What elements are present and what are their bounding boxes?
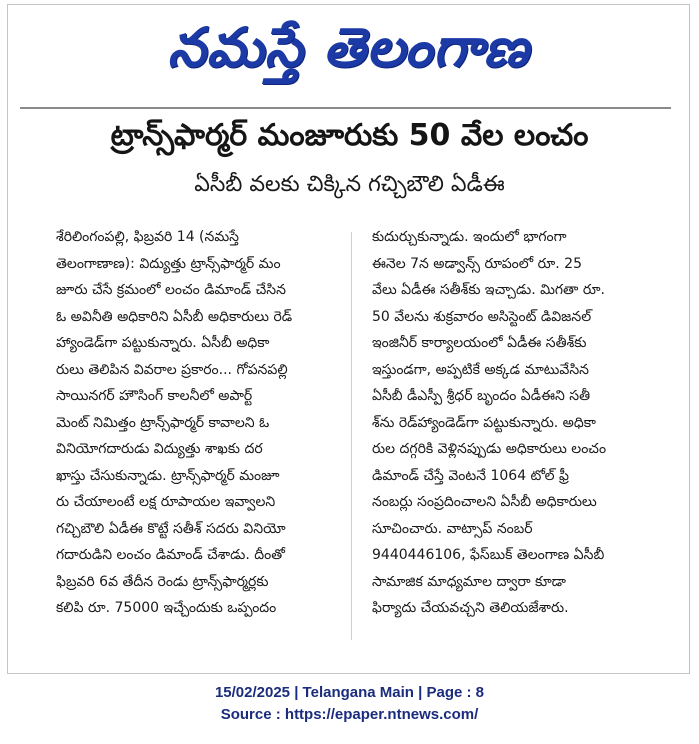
- text-line: శ్‌ను రెడ్‌హ్యాండెడ్‌గా పట్టుకున్నారు. అధికా: [372, 414, 596, 431]
- text-line: గచ్చిబౌలి ఏడీఈ కొట్టే సతీశ్ సదరు వినియో: [56, 520, 286, 537]
- article-column-2: [372, 224, 662, 654]
- text-line: ఏసీబీ డీఎస్పీ శ్రీధర్ బృందం ఏడీఈని సతీ: [372, 388, 591, 404]
- text-line: ఇస్తుండగా, అప్పటికే అక్కడ మాటువేసిన: [372, 361, 590, 378]
- text-line: ఖాస్తు చేసుకున్నాడు. ట్రాన్స్‌ఫార్మర్ మంజూ: [56, 467, 280, 484]
- masthead: [8, 5, 689, 103]
- text-line: జూరు చేసే క్రమంలో లంచం డిమాండ్ చేసిన: [56, 282, 286, 298]
- source-link[interactable]: Source : https://epaper.ntnews.com/: [220, 706, 479, 723]
- text-line: హ్యాండెడ్‌గా పట్టుకున్నారు. ఏసీబీ అధికా: [56, 335, 270, 351]
- text-line: నంబర్లు సంప్రదించాలని ఏసీబీ అధికారులు: [372, 494, 597, 510]
- article-column-1: [56, 224, 346, 654]
- masthead-divider: [20, 107, 671, 109]
- text-line: కలిపి రూ. 75000 ఇచ్చేందుకు ఒప్పందం: [56, 600, 277, 616]
- article-subheadline: ఏసీబీ వలకు చిక్కిన గచ్చిబౌలి ఏడీఈ: [194, 172, 505, 197]
- text-line: తెలంగాణాణ): విద్యుత్తు ట్రాన్స్‌ఫార్మర్ మం: [56, 255, 281, 272]
- text-line: ఇంజినీర్ కార్యాలయంలో ఏడీఈ సతీశ్‌కు: [372, 335, 587, 351]
- clipping-footer: [0, 682, 699, 726]
- text-line: రుల దగ్గరికి వెళ్లినప్పుడు అధికారులు లంచం: [372, 441, 607, 457]
- text-line: రు చేయాలంటే లక్ష రూపాయల ఇవ్వాలని: [56, 494, 276, 510]
- text-line: డిమాండ్ చేస్తే వెంటనే 1064 టోల్ ఫ్రీ: [372, 467, 569, 484]
- text-line: వినియోగదారుడు విద్యుత్తు శాఖకు దర: [56, 441, 263, 457]
- text-line: మెంట్ నిమిత్తం ట్రాన్స్‌ఫార్మర్ కావాలని ఓ: [56, 414, 270, 431]
- edition-info: 15/02/2025 | Telangana Main | Page : 8: [214, 684, 485, 701]
- newspaper-logo: నమస్తే తెలంగాణ: [167, 15, 530, 79]
- text-line: రులు తెలిపిన వివరాల ప్రకారం... గోపనపల్లి: [56, 361, 288, 378]
- text-line: ఫిర్యాదు చేయవచ్చని తెలియజేశారు.: [372, 600, 569, 616]
- text-line: గదారుడిని లంచం డిమాండ్ చేశాడు. దీంతో: [56, 547, 285, 563]
- text-line: ఓ అవినీతి అధికారిని ఏసీబీ అధికారులు రెడ్: [56, 308, 293, 325]
- text-line: ఫిబ్రవరి 6వ తేదీన రెండు ట్రాన్స్‌ఫార్మర్లకు: [56, 573, 269, 590]
- article-body: [56, 224, 662, 654]
- text-line: శేరిలింగంపల్లి, ఫిబ్రవరి 14 (నమస్తే: [56, 229, 239, 245]
- text-line: ఈనెల 7న అడ్వాన్స్ రూపంలో రూ. 25: [372, 255, 582, 272]
- text-line: 9440446106, ఫేస్‌బుక్ తెలంగాణ ఏసీబీ: [372, 547, 605, 563]
- text-line: సాయినగర్ హౌసింగ్ కాలనీలో అపార్ట్: [56, 388, 253, 404]
- text-line: వేలు ఏడీఈ సతీశ్‌కు ఇచ్చాడు. మిగతా రూ.: [372, 282, 605, 298]
- text-line: సామాజిక మాధ్యమాల ద్వారా కూడా: [372, 573, 566, 590]
- text-line: సూచించారు. వాట్సాప్ నంబర్: [372, 520, 533, 537]
- article-headline: ట్రాన్స్‌ఫార్మర్ మంజూరుకు 50 వేల లంచం: [110, 118, 589, 153]
- text-line: కుదుర్చుకున్నాడు. ఇందులో భాగంగా: [372, 229, 567, 245]
- column-divider: [351, 232, 352, 640]
- text-line: 50 వేలను శుక్రవారం అసిస్టెంట్ డివిజనల్: [372, 308, 592, 325]
